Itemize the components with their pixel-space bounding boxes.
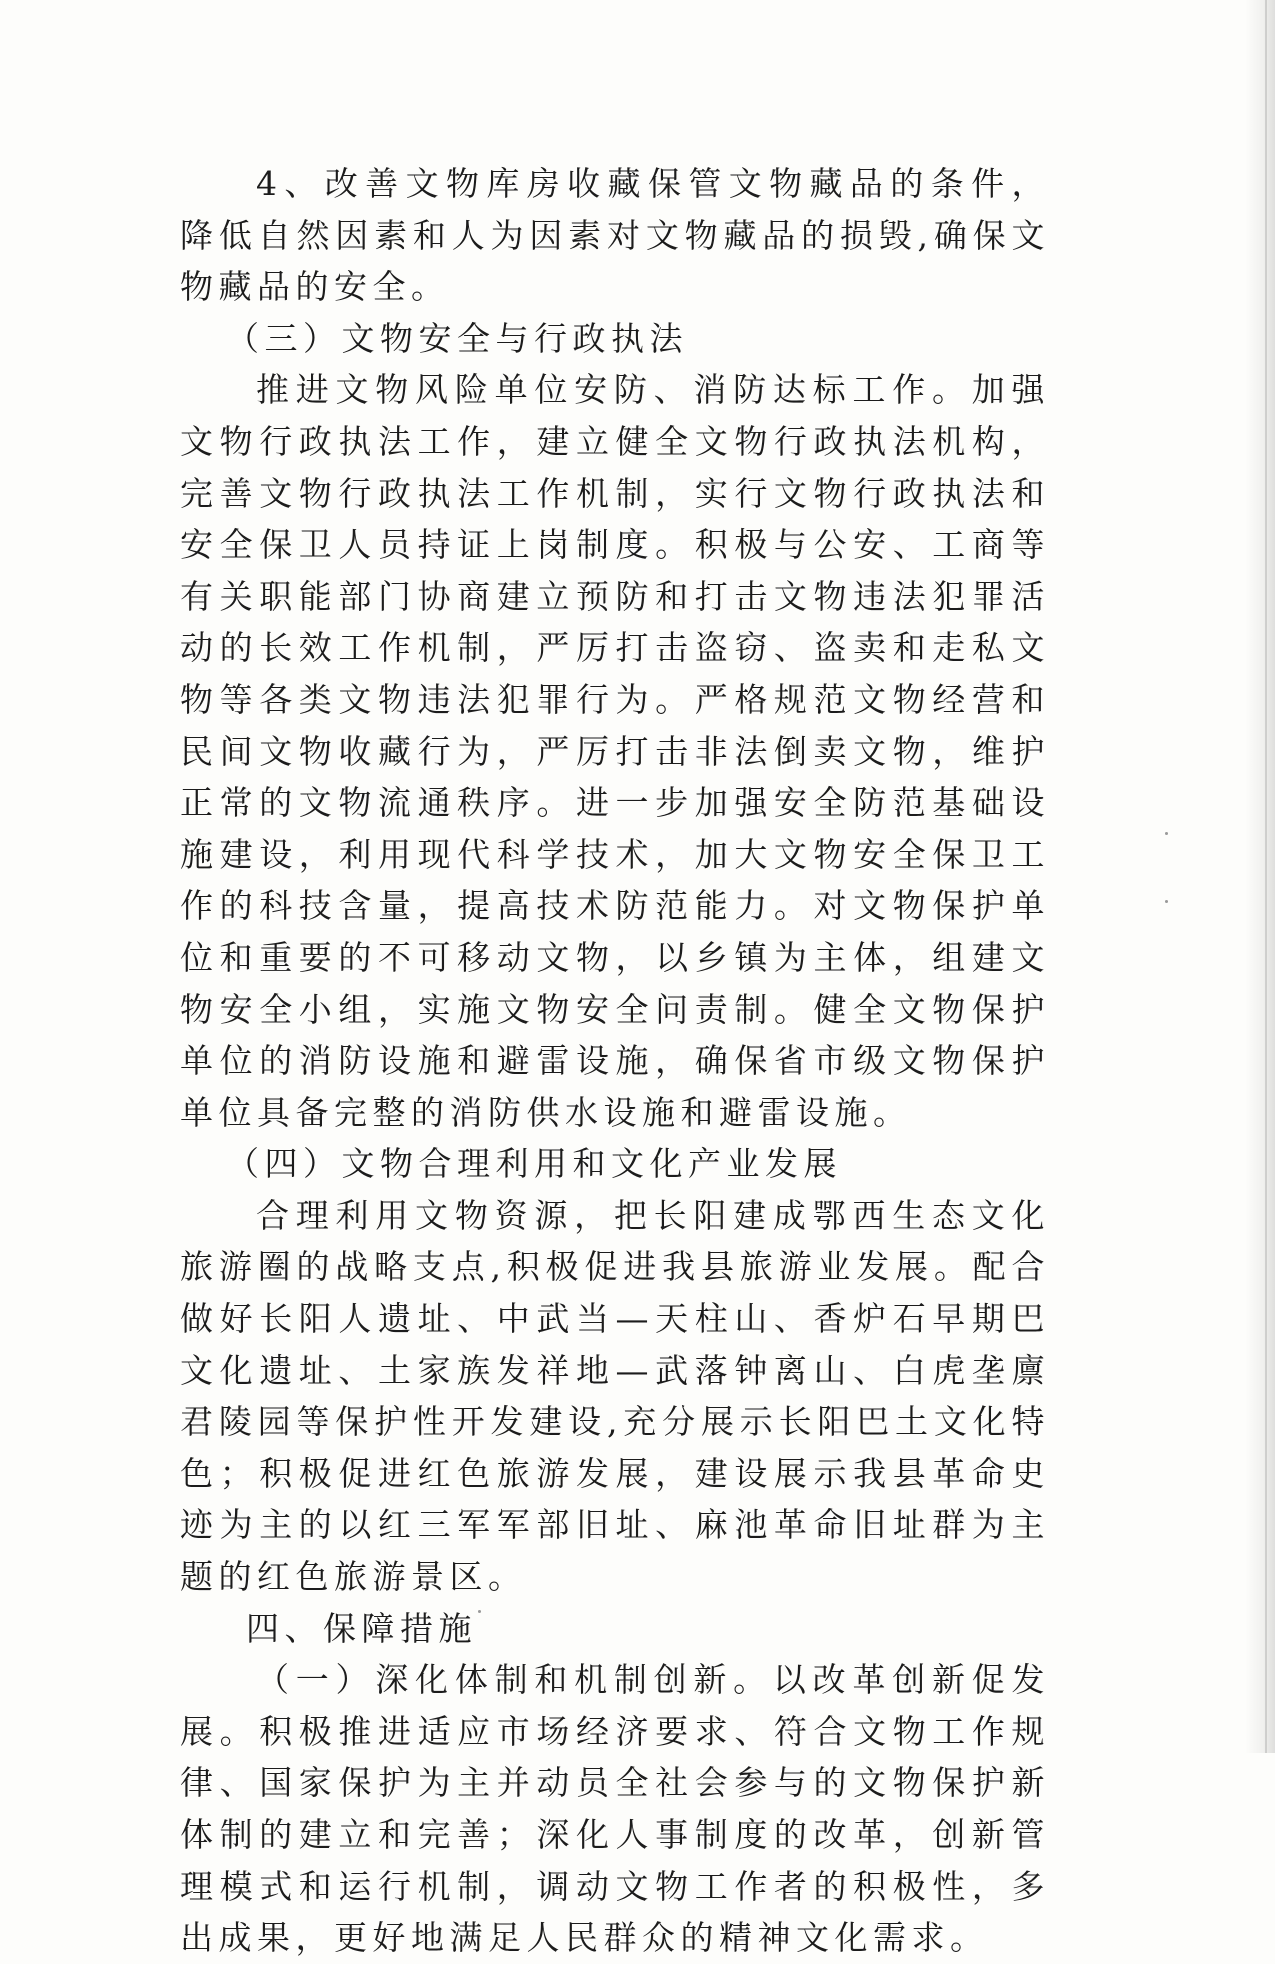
page-shadow [1245, 0, 1275, 1753]
scan-speck [1165, 832, 1168, 835]
paragraph-utilization: 合理利用文物资源，把长阳建成鄂西生态文化旅游圈的战略支点,积极促进我县旅游业发展。配合做好长阳人遗址、中武当—天柱山、香炉石早期巴文化遗址、土家族发祥地—武落钟离山、白虎垄廪君陵园等保护性开发建设,充分展示长阳巴土文化特色；积极促进红色旅游发展，建设展示我县革命史迹为主的以红三军军部旧址、麻池革命旧址群为主题的红色旅游景区。 [180, 1195, 1050, 1597]
section-heading-4: （四）文物合理利用和文化产业发展 [226, 1144, 842, 1184]
page-edge [1265, 0, 1267, 1753]
paragraph-safety-enforcement: 推进文物风险单位安防、消防达标工作。加强文物行政执法工作，建立健全文物行政执法机构，完善文物行政执法工作机制，实行文物行政执法和安全保卫人员持证上岗制度。积极与公安、工商等有关职能部门协商建立预防和打击文物违法犯罪活动的长效工作机制，严厉打击盗窃、盗卖和走私文物等各类文物违法犯罪行为。严格规范文物经营和民间文物收藏行为，严厉打击非法倒卖文物，维护正常的文物流通秩序。进一步加强安全防范基础设施建设，利用现代科学技术，加大文物安全保卫工作的科技含量，提高技术防范能力。对文物保护单位和重要的不可移动文物，以乡镇为主体，组建文物安全小组，实施文物安全问责制。健全文物保护单位的消防设施和避雷设施，确保省市级文物保护单位具备完整的消防供水设施和避雷设施。 [180, 370, 1050, 1132]
scan-speck [1165, 900, 1168, 903]
document-body [180, 158, 1050, 1964]
paragraph-reform: （一）深化体制和机制创新。以改革创新促发展。积极推进适应市场经济要求、符合文物工作规律、国家保护为主并动员全社会参与的文物保护新体制的建立和完善；深化人事制度的改革，创新管理模式和运行机制，调动文物工作者的积极性，多出成果，更好地满足人民群众的精神文化需求。 [180, 1660, 1050, 1958]
main-heading-4: 四、保障措施 [246, 1608, 477, 1648]
scan-speck [478, 1610, 481, 1613]
paragraph-item-4: 4、改善文物库房收藏保管文物藏品的条件，降低自然因素和人为因素对文物藏品的损毁,确保文物藏品的安全。 [180, 164, 1050, 307]
section-heading-3: （三）文物安全与行政执法 [226, 318, 688, 358]
